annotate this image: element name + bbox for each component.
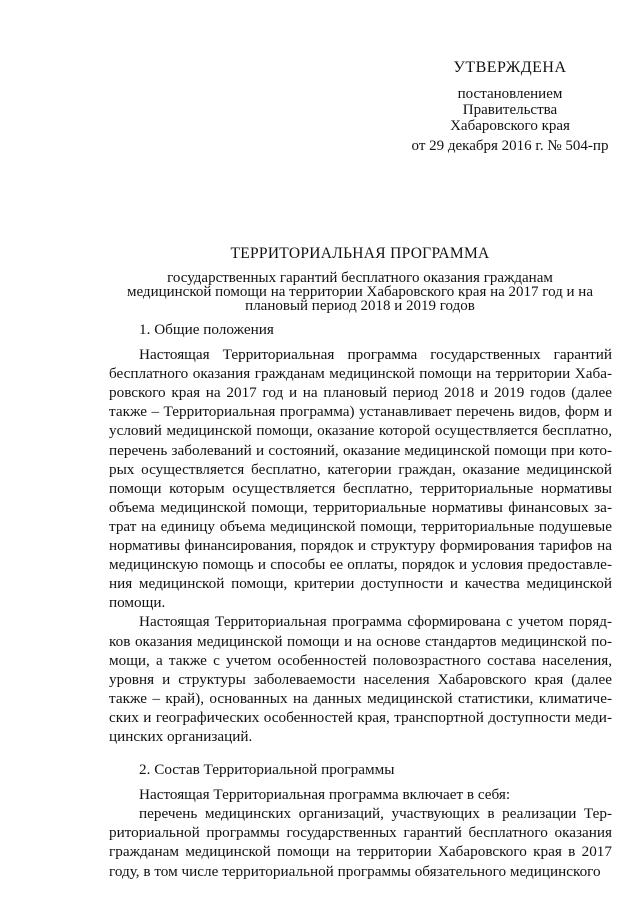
approval-line-3: Хабаровского края — [450, 118, 570, 134]
document-body — [109, 320, 612, 881]
paragraph-general-2: Настоящая Территориальная программа сформирована с учетом порядков оказания медицинской помощи и на основе стандартов медицинской помощи, а также с учетом особенностей половозрастного состава населения, уровня и структуры заболеваемости населения Хабаровского края (далее также – край), основанных на данных медицинской статистики, климатических и географических особенностей края, транспортной доступности медицинских организаций. — [109, 613, 612, 745]
paragraph-composition-1: Настоящая Территориальная программа включает в себя: — [139, 786, 511, 804]
approval-line-2: Правительства — [462, 102, 558, 118]
approval-stamp-title: УТВЕРЖДЕНА — [453, 59, 567, 76]
document-subtitle — [80, 271, 640, 313]
subtitle-line-1: государственных гарантий бесплатного оказания гражданам — [167, 270, 553, 286]
paragraph-general-1: Настоящая Территориальная программа государственных гарантий бесплатного оказания гражданам медицинской помощи на территории Хабаровского края на 2017 год и на плановый период 2018 и 2019 годов (далее также – Территориальная программа) устанавливает перечень видов, форм и условий медицинской помощи, оказание которой осуществляется бесплатно, перечень заболеваний и состояний, оказание медицинской помощи при которых осуществляется бесплатно, категории граждан, оказание медицинской помощи которым осуществляется бесплатно, территориальные нормативы объема медицинской помощи, территориальные нормативы финансовых затрат на единицу объема медицинской помощи, территориальные подушевые нормативы финансирования, порядок и структуру формирования тарифов на медицинскую помощь и способы ее оплаты, порядок и условия предоставления медицинской помощи, критерии доступности и качества медицинской помощи. — [109, 346, 612, 612]
approval-line-1: постановлением — [457, 86, 563, 102]
approval-block — [390, 60, 630, 154]
subtitle-line-3: плановый период 2018 и 2019 годов — [245, 298, 475, 314]
subtitle-line-2: медицинской помощи на территории Хабаровского края на 2017 год и на — [126, 284, 593, 300]
paragraph-composition-2: перечень медицинских организаций, участвующих в реализации Территориальной программы государственных гарантий бесплатного оказания гражданам медицинской помощи на территории Хабаровского края в 2017 году, в том числе территориальной программы обязательного медицинского — [109, 805, 612, 880]
section-heading-general: 1. Общие положения — [139, 321, 274, 338]
document-title: ТЕРРИТОРИАЛЬНАЯ ПРОГРАММА — [230, 245, 490, 262]
approval-date: от 29 декабря 2016 г. № 504-пр — [411, 138, 609, 154]
section-heading-composition: 2. Состав Территориальной программы — [139, 761, 395, 779]
document-title-block — [80, 245, 640, 313]
